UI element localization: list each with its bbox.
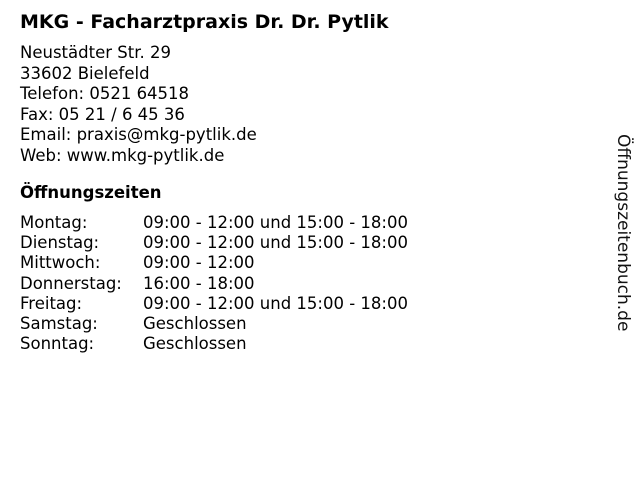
street-address: Neustädter Str. 29: [20, 43, 171, 62]
hours-value: 09:00 - 12:00 und 15:00 - 18:00: [143, 293, 408, 313]
contact-block: [20, 43, 257, 166]
fax-number: Fax: 05 21 / 6 45 36: [20, 104, 185, 124]
day-label: Montag:: [20, 213, 88, 232]
day-label: Mittwoch:: [20, 253, 101, 273]
day-label: Samstag:: [20, 313, 98, 333]
hours-row-tuesday: [20, 233, 408, 253]
hours-row-sunday: [20, 334, 408, 354]
hours-value: 09:00 - 12:00 und 15:00 - 18:00: [143, 213, 408, 232]
city-address: 33602 Bielefeld: [20, 63, 150, 83]
hours-value: Geschlossen: [143, 313, 247, 333]
hours-value: Geschlossen: [143, 334, 247, 354]
day-label: Dienstag:: [20, 233, 100, 253]
brand-watermark: [611, 134, 635, 364]
hours-row-thursday: [20, 274, 408, 294]
opening-hours-heading: Öffnungszeiten: [20, 183, 162, 202]
website-url: Web: www.mkg-pytlik.de: [20, 145, 225, 165]
email-address: Email: praxis@mkg-pytlik.de: [20, 125, 257, 144]
day-label: Freitag:: [20, 293, 83, 313]
day-label: Sonntag:: [20, 334, 95, 354]
hours-row-friday: [20, 294, 408, 314]
hours-value: 09:00 - 12:00: [143, 253, 255, 273]
hours-row-saturday: [20, 314, 408, 334]
hours-value: 09:00 - 12:00 und 15:00 - 18:00: [143, 233, 408, 253]
hours-row-wednesday: [20, 253, 408, 273]
brand-text: Öffnungszeitenbuch.de: [613, 134, 633, 332]
practice-name: MKG - Facharztpraxis Dr. Dr. Pytlik: [20, 11, 389, 33]
opening-hours-table: [20, 213, 408, 354]
phone-number: Telefon: 0521 64518: [20, 84, 190, 103]
hours-row-monday: [20, 213, 408, 233]
hours-value: 16:00 - 18:00: [143, 273, 255, 293]
day-label: Donnerstag:: [20, 273, 122, 293]
